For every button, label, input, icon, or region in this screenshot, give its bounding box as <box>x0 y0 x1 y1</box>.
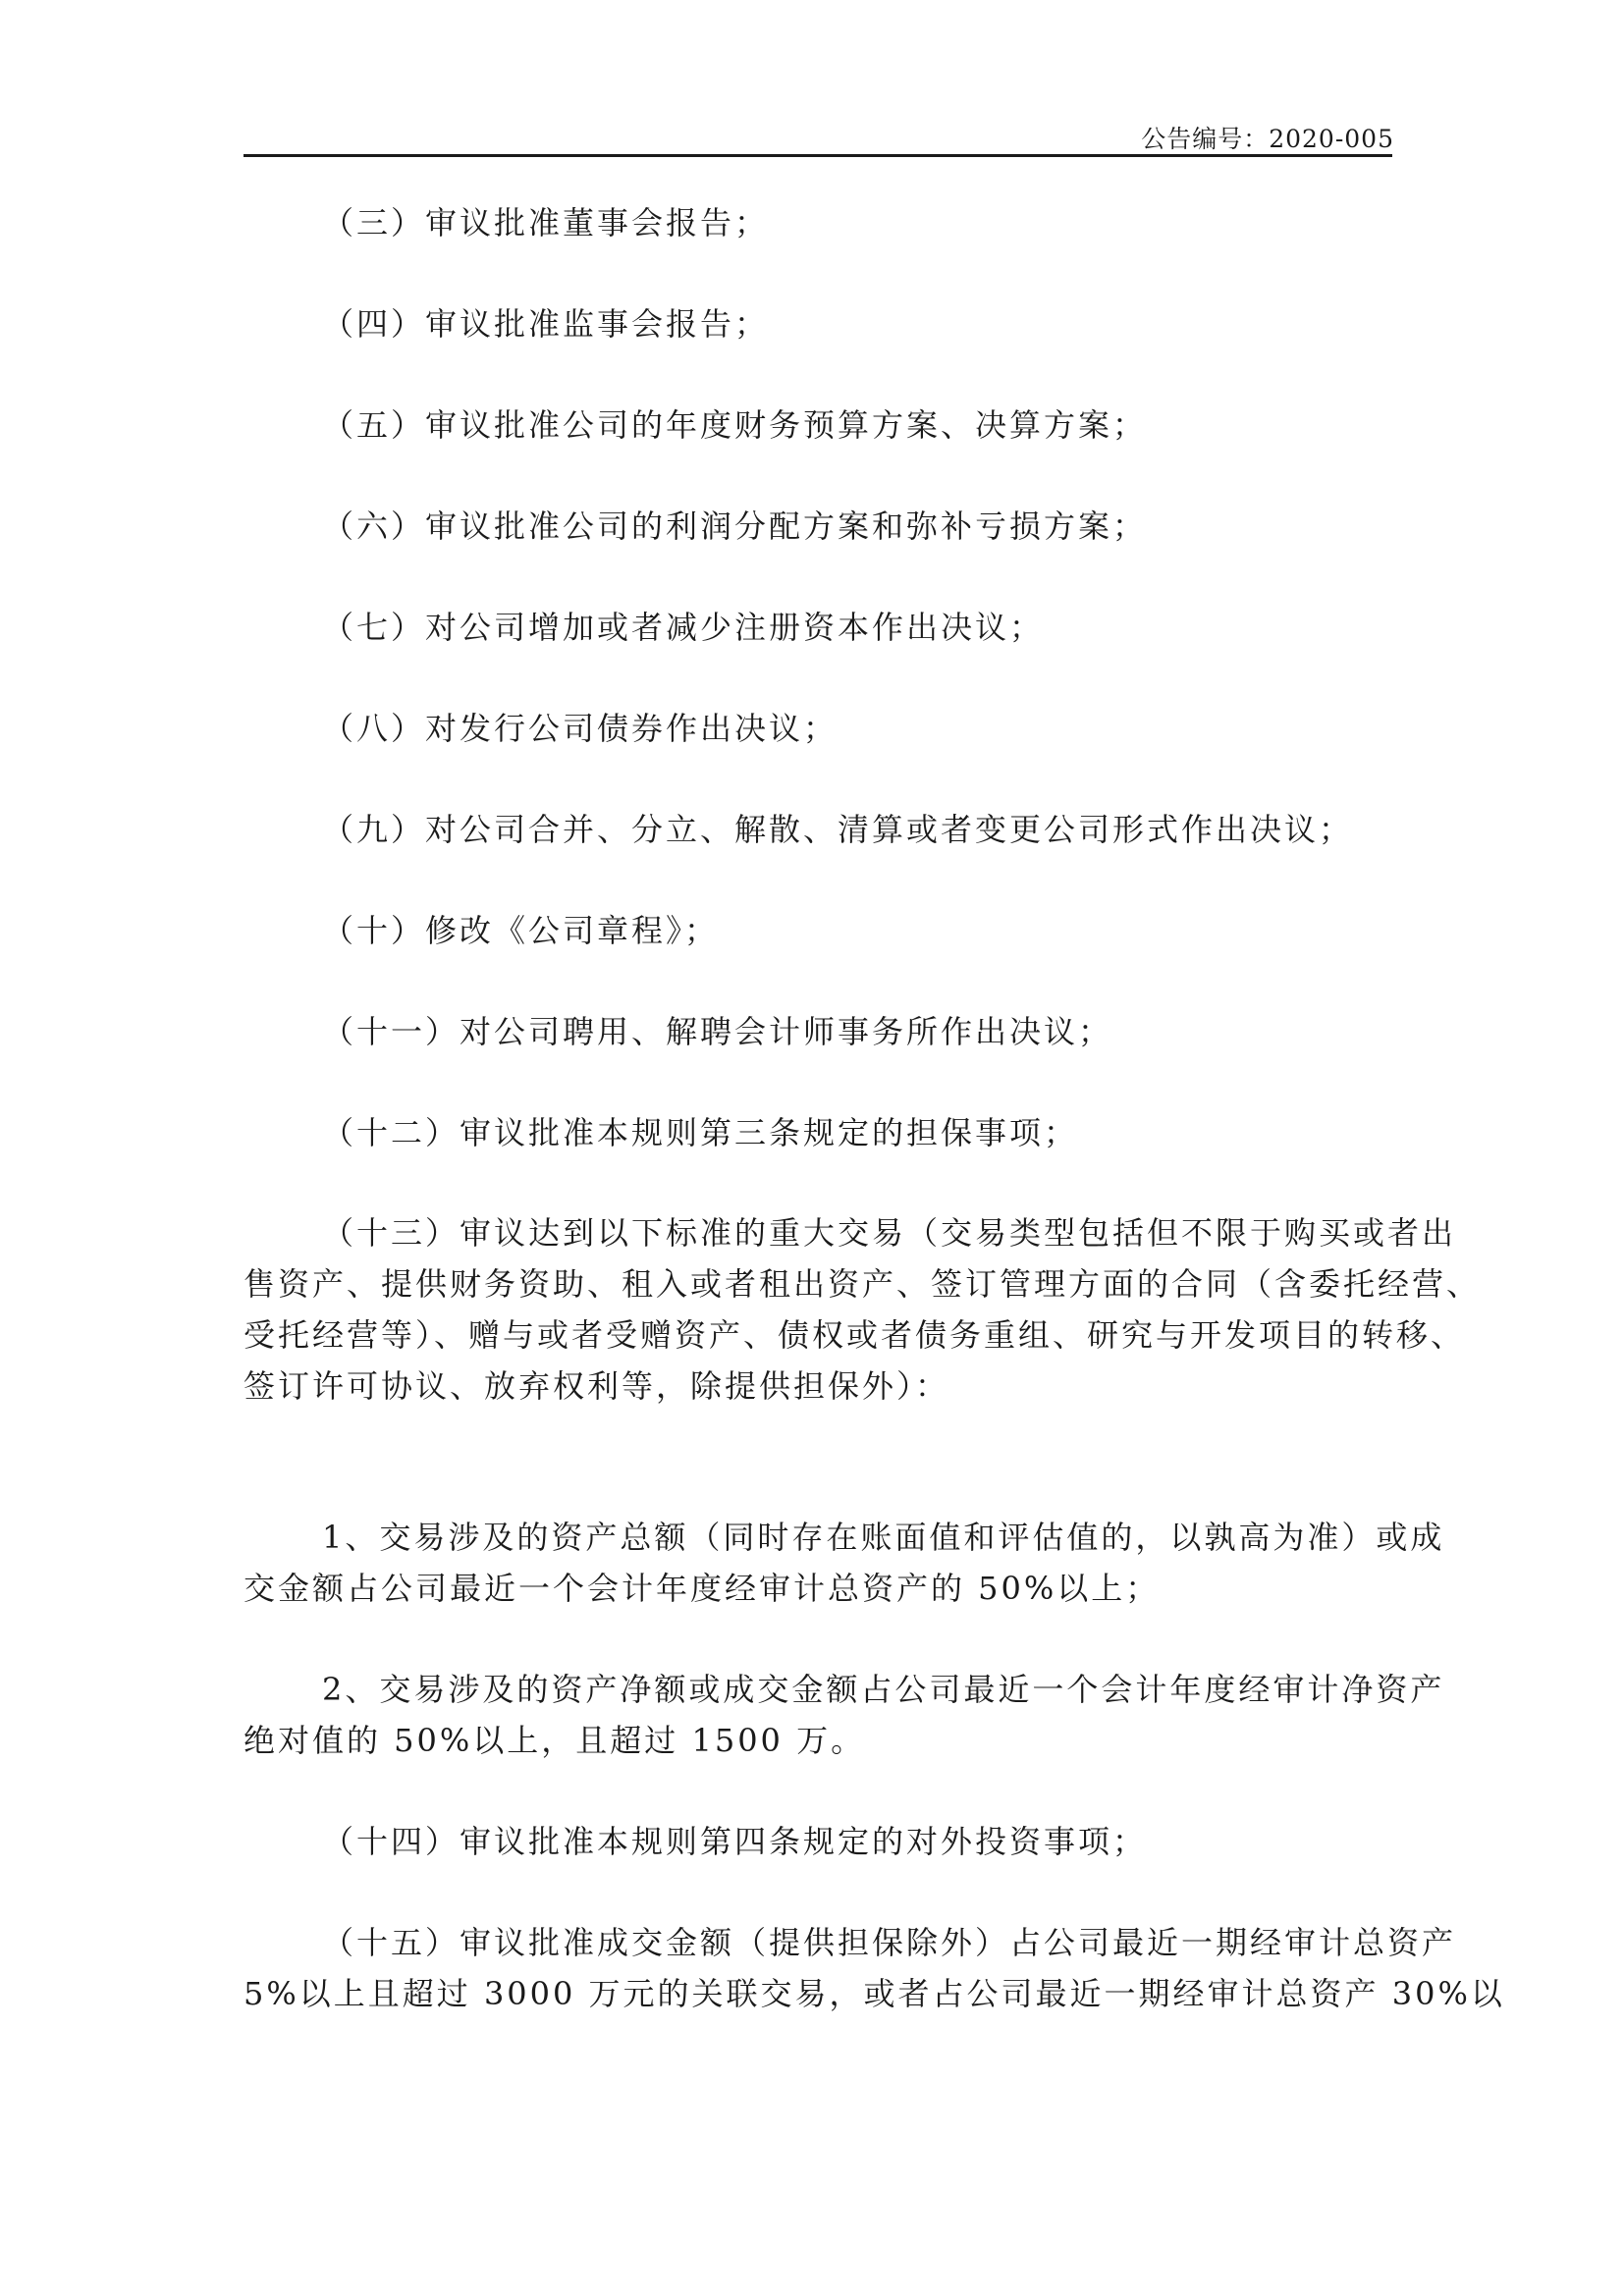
paragraph-item-4 <box>244 298 1390 349</box>
paragraph-item-9 <box>244 804 1390 855</box>
paragraph-line: （五）审议批准公司的年度财务预算方案、决算方案； <box>322 406 1148 444</box>
paragraph-line: （四）审议批准监事会报告； <box>322 305 770 343</box>
paragraph-item-3 <box>244 197 1390 248</box>
paragraph-line: （十四）审议批准本规则第四条规定的对外投资事项； <box>322 1823 1148 1860</box>
paragraph-line: （十五）审议批准成交金额（提供担保除外）占公司最近一期经审计总资产 <box>322 1924 1457 1961</box>
paragraph-line: （十二）审议批准本规则第三条规定的担保事项； <box>322 1114 1079 1151</box>
paragraph-item-12 <box>244 1107 1390 1158</box>
paragraph-line: 受托经营等）、赠与或者受赠资产、债权或者债务重组、研究与开发项目的转移、 <box>244 1316 1466 1354</box>
paragraph-line: 绝对值的 50%以上，且超过 1500 万。 <box>244 1722 866 1759</box>
paragraph-item-13 <box>244 1208 1482 1413</box>
header-divider <box>244 154 1392 157</box>
announcement-code: 公告编号：2020-005 <box>1141 125 1394 153</box>
paragraph-line: （十三）审议达到以下标准的重大交易（交易类型包括但不限于购买或者出 <box>322 1214 1457 1252</box>
paragraph-line: （七）对公司增加或者减少注册资本作出决议； <box>322 609 1045 646</box>
paragraph-item-11 <box>244 1006 1390 1057</box>
paragraph-item-14 <box>244 1816 1390 1867</box>
paragraph-sub-2 <box>244 1664 1445 1766</box>
paragraph-line: 5%以上且超过 3000 万元的关联交易，或者占公司最近一期经审计总资产 30%以 <box>244 1975 1505 2012</box>
paragraph-line: （六）审议批准公司的利润分配方案和弥补亏损方案； <box>322 507 1148 545</box>
paragraph-line: （三）审议批准董事会报告； <box>322 204 770 241</box>
paragraph-line: （十）修改《公司章程》； <box>322 912 720 949</box>
paragraph-item-8 <box>244 703 1390 754</box>
paragraph-line: 签订许可协议、放弃权利等，除提供担保外）： <box>244 1367 950 1405</box>
paragraph-item-10 <box>244 905 1390 956</box>
paragraph-line: （九）对公司合并、分立、解散、清算或者变更公司形式作出决议； <box>322 811 1354 848</box>
paragraph-item-5 <box>244 400 1390 451</box>
paragraph-line: 交金额占公司最近一个会计年度经审计总资产的 50%以上； <box>244 1570 1161 1607</box>
paragraph-sub-1 <box>244 1512 1445 1614</box>
paragraph-line: （十一）对公司聘用、解聘会计师事务所作出决议； <box>322 1013 1113 1050</box>
paragraph-item-15 <box>244 1917 1505 2019</box>
paragraph-line: 2、交易涉及的资产净额或成交金额占公司最近一个会计年度经审计净资产 <box>322 1671 1445 1708</box>
paragraph-line: 1、交易涉及的资产总额（同时存在账面值和评估值的，以孰高为准）或成 <box>322 1519 1445 1556</box>
paragraph-item-6 <box>244 501 1390 552</box>
paragraph-line: （八）对发行公司债券作出决议； <box>322 710 839 747</box>
paragraph-item-7 <box>244 602 1390 653</box>
paragraph-line: 售资产、提供财务资助、租入或者租出资产、签订管理方面的合同（含委托经营、 <box>244 1265 1482 1303</box>
